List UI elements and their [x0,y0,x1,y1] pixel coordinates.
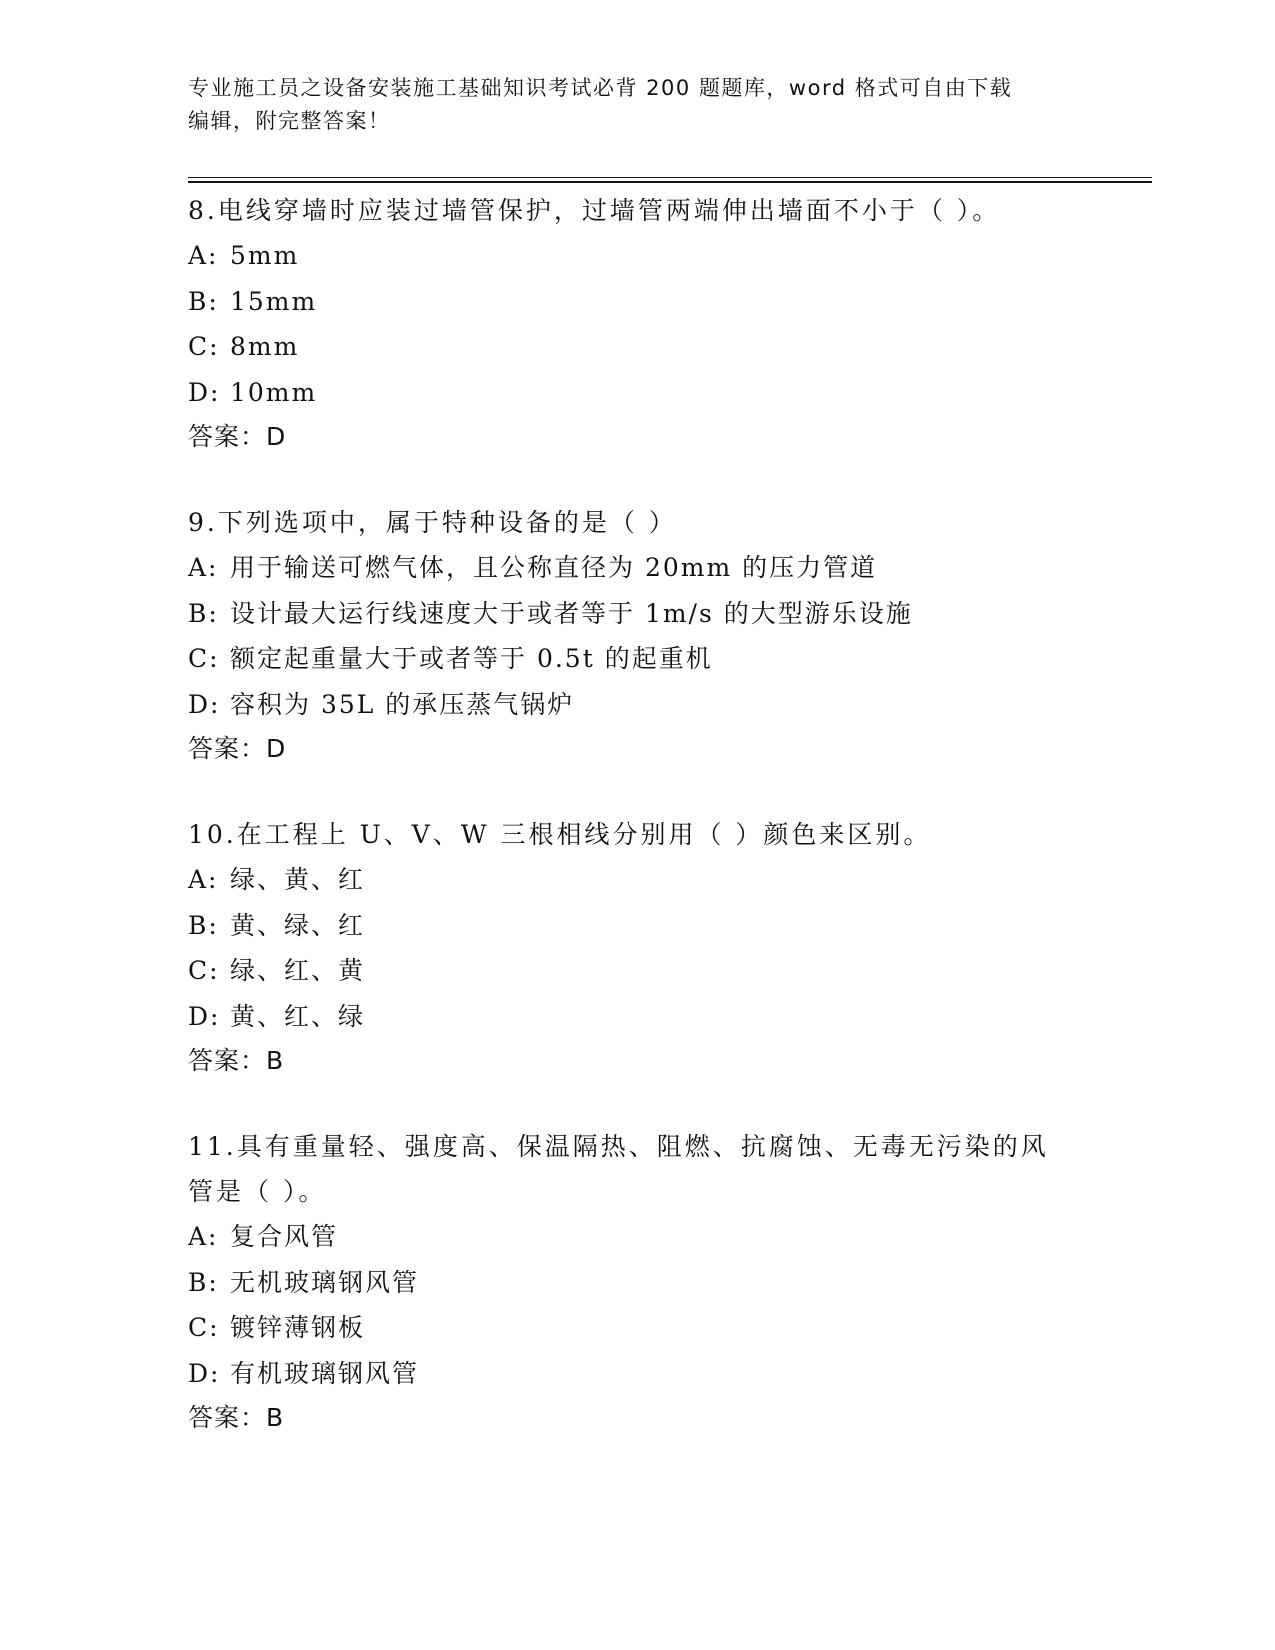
question-block [188,500,1088,771]
answer-key: 答案：B [188,1046,285,1075]
option-text: 设计最大运行线速度大于或者等于 1m/s 的大型游乐设施 [230,598,913,628]
option-letter: D: [188,1001,221,1031]
document-header [188,72,1068,138]
option-letter: D: [188,689,221,719]
option-text: 绿、黄、红 [230,865,366,894]
question-stem: 管是（ ）。 [188,1177,327,1206]
option-text: 用于输送可燃气体，且公称直径为 20mm 的压力管道 [230,553,878,582]
option-letter: A: [188,241,219,270]
header-divider-thin [188,177,1152,178]
option-letter: D: [188,377,221,407]
question-block [188,188,1088,459]
answer-option [188,233,1088,279]
answer-option [188,636,1088,682]
option-text: 8mm [230,332,300,361]
option-text: 黄、绿、红 [230,910,366,940]
question-stem: 8.电线穿墙时应装过墙管保护，过墙管两端伸出墙面不小于（ ）。 [188,196,1001,225]
option-letter: C: [188,644,220,673]
question-block [188,812,1088,1083]
answer-option [188,903,1088,949]
answer-option [188,324,1088,370]
answer-option [188,591,1088,637]
option-letter: A: [188,865,219,894]
answer-key: 答案：D [188,734,287,763]
option-text: 10mm [230,377,318,407]
option-letter: B: [188,598,219,628]
option-letter: B: [188,286,219,316]
option-text: 容积为 35L 的承压蒸气锅炉 [230,689,575,719]
question-list [188,188,1088,1481]
option-text: 无机玻璃钢风管 [230,1267,420,1297]
answer-key: 答案：D [188,422,287,451]
option-text: 镀锌薄钢板 [230,1313,366,1342]
question-block [188,1124,1088,1440]
option-text: 额定起重量大于或者等于 0.5t 的起重机 [230,644,713,673]
option-text: 复合风管 [230,1222,339,1251]
answer-option [188,1305,1088,1351]
option-text: 5mm [230,241,300,270]
header-line-2: 编辑，附完整答案！ [188,109,391,133]
option-letter: D: [188,1358,221,1388]
question-stem: 11.具有重量轻、强度高、保温隔热、阻燃、抗腐蚀、无毒无污染的风 [188,1132,1049,1161]
answer-option [188,1214,1088,1260]
option-letter: C: [188,1313,220,1342]
option-text: 有机玻璃钢风管 [230,1358,420,1388]
answer-option [188,1351,1088,1397]
answer-option [188,370,1088,416]
option-letter: C: [188,332,220,361]
answer-key: 答案：B [188,1403,285,1432]
answer-option [188,857,1088,903]
option-letter: A: [188,553,219,582]
answer-option [188,682,1088,728]
header-divider-thick [188,181,1152,183]
answer-option [188,1260,1088,1306]
option-letter: C: [188,956,220,985]
option-text: 绿、红、黄 [230,956,366,985]
option-letter: B: [188,1267,219,1297]
answer-option [188,994,1088,1040]
option-text: 15mm [230,286,318,316]
header-line-1: 专业施工员之设备安装施工基础知识考试必背 200 题题库，word 格式可自由下载 [188,76,1013,100]
answer-option [188,279,1088,325]
answer-option [188,948,1088,994]
option-text: 黄、红、绿 [230,1001,366,1031]
option-letter: B: [188,910,219,940]
question-stem: 9.下列选项中，属于特种设备的是（ ） [188,508,677,537]
question-stem: 10.在工程上 U、V、W 三根相线分别用（ ）颜色来区别。 [188,820,932,849]
option-letter: A: [188,1222,219,1251]
answer-option [188,545,1088,591]
